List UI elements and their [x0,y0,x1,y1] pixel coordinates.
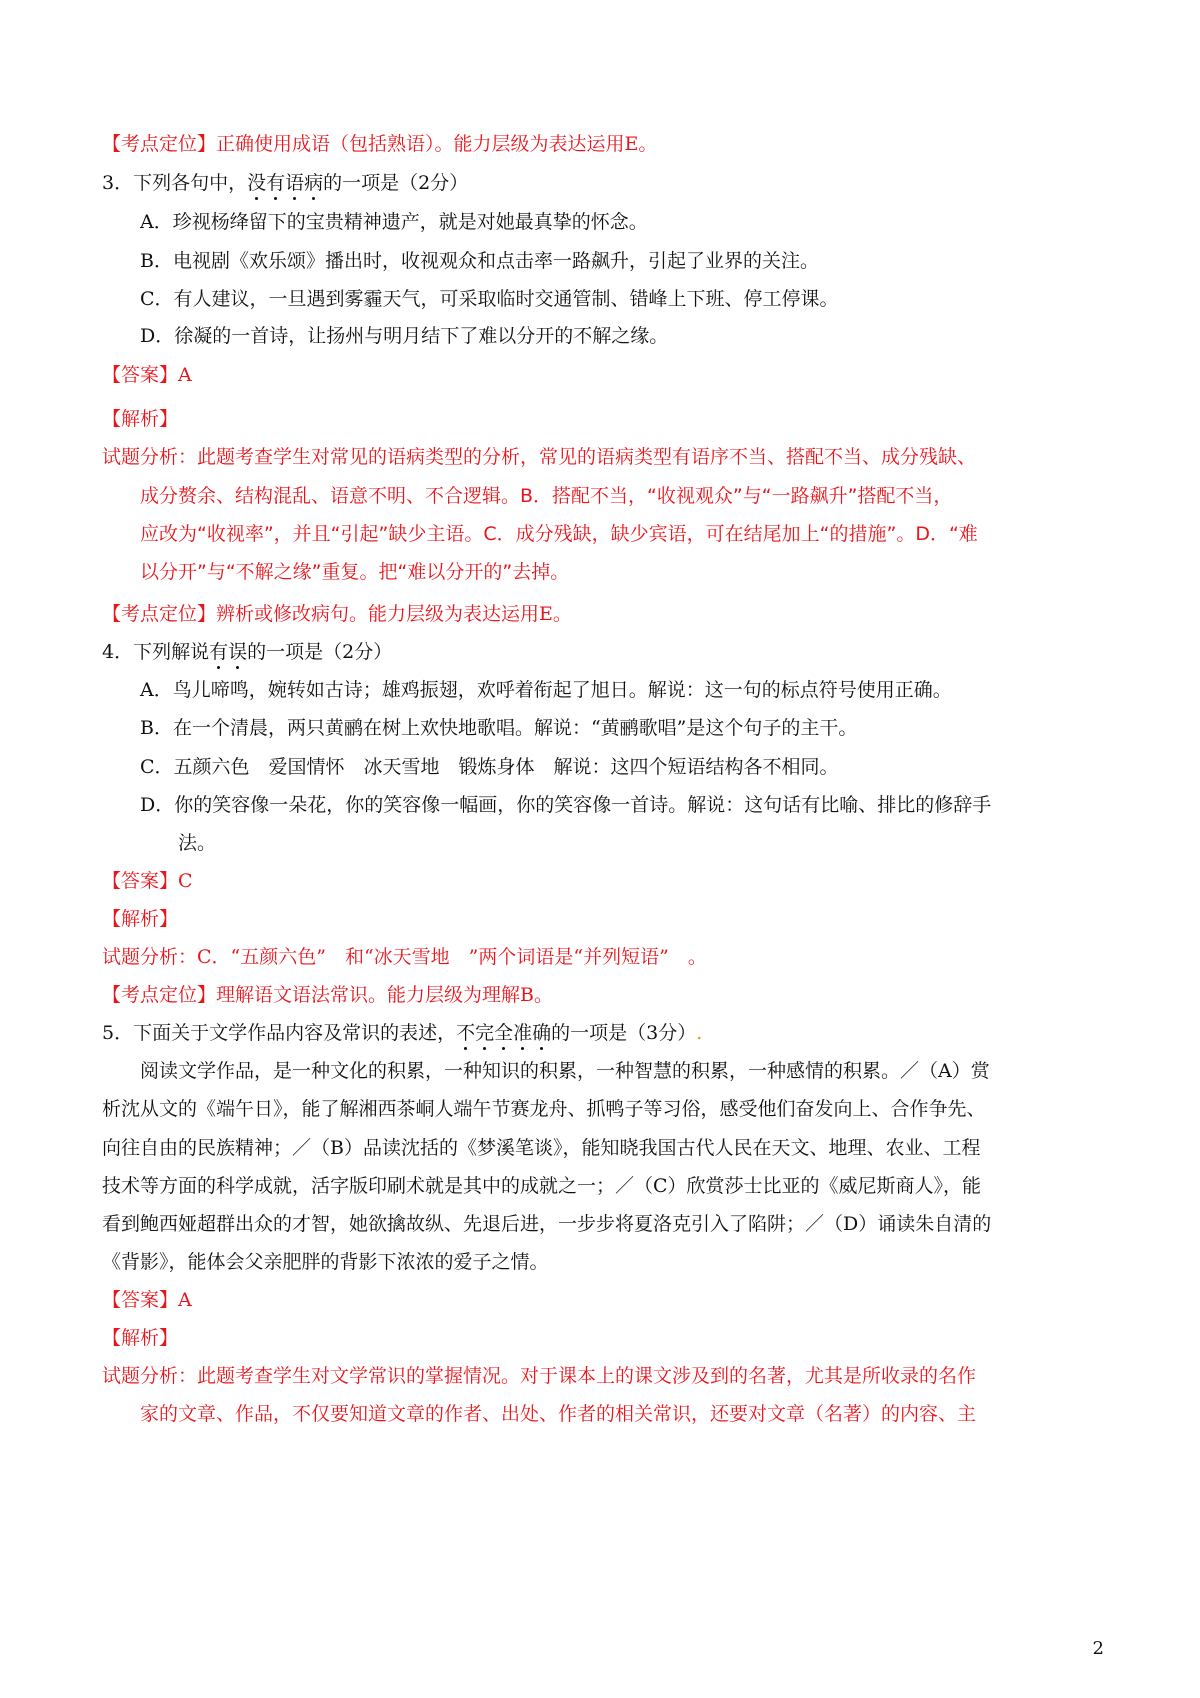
q3-option-d: D．徐凝的一首诗，让扬州与明月结下了难以分开的不解之缘。 [140,325,669,347]
q3-point-text: 辨析或修改病句。能力层级为表达运用E。 [216,603,572,625]
q5-passage-line-6: 《背影》，能体会父亲肥胖的背影下浓浓的爱子之情。 [102,1251,549,1273]
q5-analysis-line-1: 试题分析：此题考查学生对文学常识的掌握情况。对于课本上的课文涉及到的名著，尤其是所收录的名作 [102,1365,977,1387]
q5-answer-value: A [178,1289,192,1311]
q5-passage-line-5: 看到鲍西娅超群出众的才智，她欲擒故纵、先退后进，一步步将夏洛克引入了陷阱；／（D）诵读朱自清的 [102,1213,992,1235]
q5-emph-char: 准 [513,1022,533,1044]
q5-emph-char: 完 [475,1022,495,1044]
q3-stem-rest: 的一项是（2分） [323,172,469,194]
q4-analysis-line: 试题分析：C．“五颜六色” 和“冰天雪地 ”两个词语是“并列短语” 。 [102,946,707,968]
q3-emph-char: 病 [304,172,324,194]
q5-stem-num: 5．下面关于文学作品内容及常识的表述， [102,1022,457,1044]
q5-stem [102,1019,702,1047]
q3-analysis-line-2: 成分赘余、结构混乱、语意不明、不合逻辑。B．搭配不当，“收视观众”与“一路飙升”搭配不当， [140,485,953,507]
q4-stem-num: 4．下列解说 [102,641,210,663]
q4-answer [102,867,193,895]
q3-answer [102,361,192,389]
q4-option-d-cont: 法。 [178,832,217,854]
q5-emph-char: 全 [494,1022,514,1044]
q3-option-c: C．有人建议，一旦遇到雾霾天气，可采取临时交通管制、错峰上下班、停工停课。 [140,288,839,310]
q5-emph-char: 确 [532,1022,552,1044]
q4-stem [102,638,392,666]
q4-analysis-label: 【解析】 [102,908,179,930]
q3-answer-label: 【答案】 [102,364,179,386]
q4-option-c: C．五颜六色 爱国情怀 冰天雪地 锻炼身体 解说：这四个短语结构各不相同。 [140,756,839,778]
q3-analysis-line-4: 以分开”与“不解之缘”重复。把“难以分开的”去掉。 [140,561,570,583]
q4-option-a: A．鸟儿啼鸣，婉转如古诗；雄鸡振翅，欢呼着衔起了旭日。解说：这一句的标点符号使用正确。 [140,679,952,701]
q5-answer [102,1286,192,1314]
q3-analysis-line-1: 试题分析：此题考查学生对常见的语病类型的分析，常见的语病类型有语序不当、搭配不当、成分残缺、 [102,446,977,468]
q5-passage-line-3: 向往自由的民族精神；／（B）品读沈括的《梦溪笔谈》，能知晓我国古代人民在天文、地理、农业、工程 [102,1137,981,1159]
q3-stem-num: 3．下列各句中， [102,172,248,194]
q3-point-line [102,600,572,628]
q5-emph-char: 不 [456,1022,476,1044]
q4-emph-char: 有 [209,641,229,663]
q3-emph-char: 语 [285,172,305,194]
q4-option-b: B．在一个清晨，两只黄鹂在树上欢快地歌唱。解说：“黄鹂歌唱”是这个句子的主干。 [140,717,858,739]
q5-passage-line-4: 技术等方面的科学成就，活字版印刷术就是其中的成就之一；／（C）欣赏莎士比亚的《威尼斯商人》，能 [102,1175,982,1197]
page-number: 2 [1092,1638,1104,1659]
q5-analysis-label: 【解析】 [102,1327,179,1349]
q2-point-text: 正确使用成语（包括熟语）。能力层级为表达运用E。 [216,133,658,155]
q5-answer-label: 【答案】 [102,1289,179,1311]
q5-analysis-line-2: 家的文章、作品，不仅要知道文章的作者、出处、作者的相关常识，还要对文章（名著）的内容、主 [140,1403,977,1425]
q4-emph-char: 误 [228,641,248,663]
q4-option-d: D．你的笑容像一朵花，你的笑容像一幅画，你的笑容像一首诗。解说：这句话有比喻、排比的修辞手 [140,794,992,816]
q3-point-label: 【考点定位】 [102,603,217,625]
q2-point-label: 【考点定位】 [102,133,217,155]
q3-option-a: A．珍视杨绛留下的宝贵精神遗产，就是对她最真挚的怀念。 [140,211,648,233]
q3-analysis-line-3: 应改为“收视率”，并且“引起”缺少主语。C．成分残缺，缺少宾语，可在结尾加上“的措施”。D．“难 [140,523,978,545]
q3-stem [102,169,468,197]
q5-stem-tail: . [696,1022,703,1044]
q4-stem-rest: 的一项是（2分） [247,641,393,663]
q4-point-label: 【考点定位】 [102,984,217,1006]
q5-passage-line-2: 析沈从文的《端午日》，能了解湘西茶峒人端午节赛龙舟、抓鸭子等习俗，感受他们奋发向上、合作争先、 [102,1098,986,1120]
q5-stem-rest: 的一项是（3分） [551,1022,697,1044]
q3-analysis-label: 【解析】 [102,408,179,430]
q4-answer-value: C [178,870,193,892]
q3-answer-value: A [178,364,192,386]
q2-point-line [102,130,657,158]
q4-answer-label: 【答案】 [102,870,179,892]
q4-point-text: 理解语文语法常识。能力层级为理解B。 [216,984,553,1006]
q4-point-line [102,981,553,1009]
q5-passage-line-1: 阅读文学作品，是一种文化的积累，一种知识的积累，一种智慧的积累，一种感情的积累。／（A）赏 [140,1060,990,1082]
q3-emph-char: 有 [266,172,286,194]
q3-emph-char: 没 [247,172,267,194]
q3-option-b: B．电视剧《欢乐颂》播出时，收视观众和点击率一路飙升，引起了业界的关注。 [140,250,819,272]
